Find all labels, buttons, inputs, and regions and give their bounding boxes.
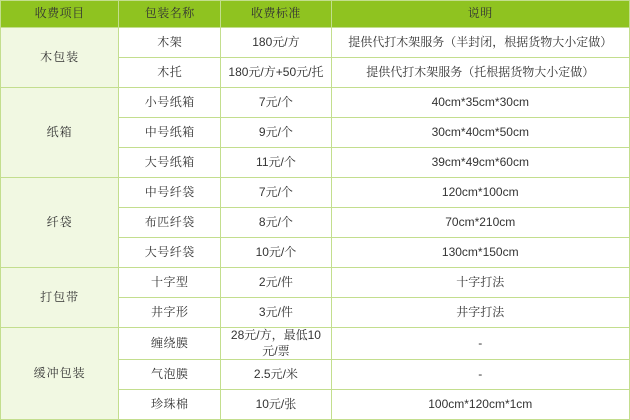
group-label: 缓冲包装 bbox=[1, 328, 119, 420]
package-price: 180元/方+50元/托 bbox=[221, 58, 331, 88]
package-name: 井字形 bbox=[119, 298, 221, 328]
table-row bbox=[1, 178, 630, 208]
package-price: 9元/个 bbox=[221, 118, 331, 148]
package-description: 井字打法 bbox=[331, 298, 629, 328]
package-price: 180元/方 bbox=[221, 28, 331, 58]
package-price: 10元/个 bbox=[221, 238, 331, 268]
table-row bbox=[1, 328, 630, 360]
package-name: 木托 bbox=[119, 58, 221, 88]
package-name: 中号纤袋 bbox=[119, 178, 221, 208]
table-header-row bbox=[1, 1, 630, 28]
package-description: 39cm*49cm*60cm bbox=[331, 148, 629, 178]
package-price: 2.5元/米 bbox=[221, 360, 331, 390]
table-row bbox=[1, 88, 630, 118]
group-label: 打包带 bbox=[1, 268, 119, 328]
table-row bbox=[1, 268, 630, 298]
package-price: 3元/件 bbox=[221, 298, 331, 328]
package-price: 7元/个 bbox=[221, 178, 331, 208]
group-label: 纸箱 bbox=[1, 88, 119, 178]
package-name: 中号纸箱 bbox=[119, 118, 221, 148]
group-label: 纤袋 bbox=[1, 178, 119, 268]
package-price: 11元/个 bbox=[221, 148, 331, 178]
package-price: 2元/件 bbox=[221, 268, 331, 298]
table-row bbox=[1, 28, 630, 58]
column-header-description: 说明 bbox=[331, 1, 629, 28]
package-description: 120cm*100cm bbox=[331, 178, 629, 208]
package-price: 28元/方，最低10元/票 bbox=[221, 328, 331, 360]
column-header-item: 收费项目 bbox=[1, 1, 119, 28]
package-name: 十字型 bbox=[119, 268, 221, 298]
group-label: 木包装 bbox=[1, 28, 119, 88]
package-description: 30cm*40cm*50cm bbox=[331, 118, 629, 148]
package-price: 8元/个 bbox=[221, 208, 331, 238]
package-name: 布匹纤袋 bbox=[119, 208, 221, 238]
package-name: 气泡膜 bbox=[119, 360, 221, 390]
package-price: 10元/张 bbox=[221, 390, 331, 420]
column-header-price: 收费标准 bbox=[221, 1, 331, 28]
package-price: 7元/个 bbox=[221, 88, 331, 118]
package-name: 小号纸箱 bbox=[119, 88, 221, 118]
package-name: 珍珠棉 bbox=[119, 390, 221, 420]
package-description: - bbox=[331, 328, 629, 360]
table-header bbox=[1, 1, 630, 28]
package-name: 大号纤袋 bbox=[119, 238, 221, 268]
package-name: 木架 bbox=[119, 28, 221, 58]
package-description: 提供代打木架服务（托根据货物大小定做） bbox=[331, 58, 629, 88]
package-name: 缠绕膜 bbox=[119, 328, 221, 360]
table-body bbox=[1, 28, 630, 420]
package-name: 大号纸箱 bbox=[119, 148, 221, 178]
package-description: 100cm*120cm*1cm bbox=[331, 390, 629, 420]
package-description: 40cm*35cm*30cm bbox=[331, 88, 629, 118]
package-description: 提供代打木架服务（半封闭，根据货物大小定做） bbox=[331, 28, 629, 58]
package-description: 十字打法 bbox=[331, 268, 629, 298]
package-description: - bbox=[331, 360, 629, 390]
package-description: 70cm*210cm bbox=[331, 208, 629, 238]
column-header-package-name: 包装名称 bbox=[119, 1, 221, 28]
package-description: 130cm*150cm bbox=[331, 238, 629, 268]
